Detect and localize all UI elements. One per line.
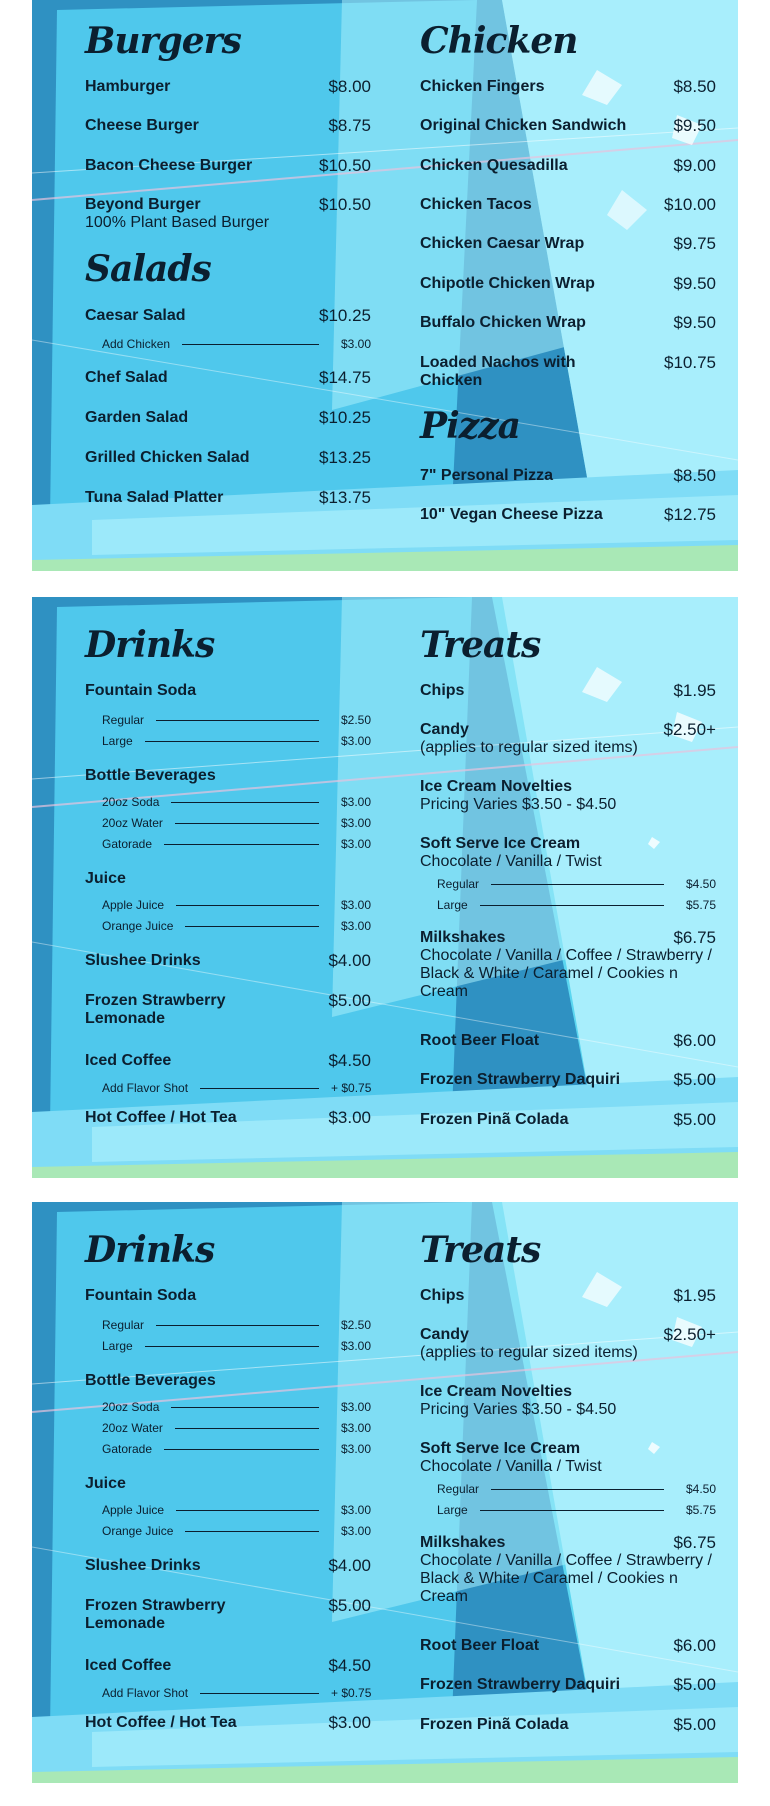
item-option bbox=[102, 898, 371, 912]
item-option bbox=[102, 1081, 371, 1095]
option-name: Apple Juice bbox=[102, 1503, 165, 1517]
item-price: $4.00 bbox=[328, 951, 371, 970]
item-name: Slushee Drinks bbox=[85, 1557, 201, 1574]
item-price: $5.00 bbox=[328, 991, 371, 1010]
option-price: $3.00 bbox=[340, 816, 371, 830]
item-name: 10" Vegan Cheese Pizza bbox=[420, 506, 603, 523]
leader-line bbox=[200, 1088, 319, 1089]
item-option bbox=[102, 1318, 371, 1332]
item-price: $1.95 bbox=[673, 1286, 716, 1305]
menu-item bbox=[85, 1714, 371, 1732]
section-heading-chicken: Chicken bbox=[420, 20, 578, 62]
item-name: Loaded Nachos with Chicken bbox=[420, 354, 576, 389]
item-price: $10.00 bbox=[664, 195, 716, 214]
leader-line bbox=[156, 1325, 319, 1326]
item-name: Hamburger bbox=[85, 78, 171, 95]
item-price: $12.75 bbox=[664, 505, 716, 524]
menu-item bbox=[420, 354, 716, 390]
menu-item bbox=[85, 682, 371, 700]
menu-item bbox=[420, 1716, 716, 1734]
item-name: Frozen Pinã Colada bbox=[420, 1111, 569, 1128]
menu-item bbox=[85, 157, 371, 175]
item-price: $8.00 bbox=[328, 77, 371, 96]
menu-item bbox=[420, 1440, 716, 1476]
menu-item bbox=[85, 1557, 371, 1575]
item-name: Candy bbox=[420, 721, 469, 738]
menu-board-food bbox=[32, 0, 738, 571]
item-price: $9.00 bbox=[673, 156, 716, 175]
option-price: $3.00 bbox=[340, 898, 371, 912]
menu-item bbox=[420, 157, 716, 175]
option-name: 20oz Soda bbox=[102, 1400, 160, 1414]
menu-item bbox=[85, 1657, 371, 1675]
item-price: $9.50 bbox=[673, 116, 716, 135]
item-name: Bacon Cheese Burger bbox=[85, 157, 253, 174]
leader-line bbox=[480, 1510, 664, 1511]
item-option bbox=[102, 795, 371, 809]
item-description: Chocolate / Vanilla / Twist bbox=[420, 1458, 602, 1475]
section-heading-treats: Treats bbox=[420, 1229, 541, 1271]
menu-item bbox=[420, 275, 716, 293]
section-heading-drinks: Drinks bbox=[85, 624, 215, 666]
item-option bbox=[102, 1524, 371, 1538]
menu-item bbox=[85, 1475, 371, 1493]
menu-item bbox=[85, 1372, 371, 1390]
leader-line bbox=[185, 1531, 319, 1532]
menu-item bbox=[420, 235, 716, 253]
option-name: Regular bbox=[102, 1318, 145, 1332]
item-name: Chicken Tacos bbox=[420, 196, 532, 213]
item-name: Buffalo Chicken Wrap bbox=[420, 314, 586, 331]
item-price: $4.50 bbox=[328, 1656, 371, 1675]
item-option bbox=[102, 734, 371, 748]
option-name: Large bbox=[102, 734, 133, 748]
option-name: Add Flavor Shot bbox=[102, 1686, 189, 1700]
item-name: Caesar Salad bbox=[85, 307, 186, 324]
item-description: Pricing Varies $3.50 - $4.50 bbox=[420, 1401, 617, 1418]
item-name: Hot Coffee / Hot Tea bbox=[85, 1109, 237, 1126]
option-price: $3.00 bbox=[340, 1400, 371, 1414]
item-option bbox=[102, 337, 371, 351]
item-name: Frozen Strawberry Daquiri bbox=[420, 1071, 621, 1088]
option-name: Large bbox=[437, 1503, 468, 1517]
leader-line bbox=[175, 1428, 319, 1429]
menu-item bbox=[420, 778, 716, 814]
item-option bbox=[102, 816, 371, 830]
item-name: Chipotle Chicken Wrap bbox=[420, 275, 595, 292]
menu-item bbox=[85, 196, 371, 232]
item-price: $9.75 bbox=[673, 234, 716, 253]
leader-line bbox=[145, 1346, 319, 1347]
menu-item bbox=[85, 117, 371, 135]
menu-item bbox=[420, 1383, 716, 1419]
menu-item bbox=[85, 449, 371, 467]
option-name: Regular bbox=[102, 713, 145, 727]
item-name: Bottle Beverages bbox=[85, 1372, 216, 1389]
leader-line bbox=[145, 741, 319, 742]
option-price: $4.50 bbox=[685, 877, 716, 891]
menu-item bbox=[420, 1032, 716, 1050]
menu-item bbox=[420, 1534, 716, 1606]
item-price: $1.95 bbox=[673, 681, 716, 700]
item-price: $3.00 bbox=[328, 1713, 371, 1732]
item-name: Beyond Burger bbox=[85, 196, 201, 213]
item-name: Juice bbox=[85, 1475, 126, 1492]
item-option bbox=[437, 1503, 716, 1517]
item-price: $10.50 bbox=[319, 156, 371, 175]
option-price: $5.75 bbox=[685, 1503, 716, 1517]
item-name: 7" Personal Pizza bbox=[420, 467, 553, 484]
item-name: Soft Serve Ice Cream bbox=[420, 1440, 581, 1457]
menu-item bbox=[85, 78, 371, 96]
item-description: Chocolate / Vanilla / Coffee / Strawberry / Black & White / Caramel / Cookies n Cream bbox=[420, 947, 712, 1000]
option-name: 20oz Water bbox=[102, 816, 163, 830]
section-heading-salads: Salads bbox=[85, 248, 211, 290]
option-price: + $0.75 bbox=[331, 1081, 372, 1095]
item-price: $4.50 bbox=[328, 1051, 371, 1070]
item-price: $5.00 bbox=[673, 1070, 716, 1089]
item-option bbox=[102, 1442, 371, 1456]
item-name: Root Beer Float bbox=[420, 1637, 540, 1654]
menu-item bbox=[85, 1287, 371, 1305]
leader-line bbox=[480, 905, 664, 906]
option-price: $4.50 bbox=[685, 1482, 716, 1496]
option-name: Add Chicken bbox=[102, 337, 171, 351]
option-name: Orange Juice bbox=[102, 919, 174, 933]
leader-line bbox=[164, 1449, 319, 1450]
item-description: Chocolate / Vanilla / Coffee / Strawberry / Black & White / Caramel / Cookies n Cream bbox=[420, 1552, 712, 1605]
item-name: Frozen Strawberry Lemonade bbox=[85, 1597, 226, 1632]
item-description: (applies to regular sized items) bbox=[420, 739, 638, 756]
item-name: Garden Salad bbox=[85, 409, 189, 426]
item-price: $14.75 bbox=[319, 368, 371, 387]
menu-item bbox=[420, 196, 716, 214]
option-price: $3.00 bbox=[340, 919, 371, 933]
item-option bbox=[102, 713, 371, 727]
menu-item bbox=[420, 682, 716, 700]
menu-item bbox=[85, 489, 371, 507]
item-name: Milkshakes bbox=[420, 1534, 506, 1551]
item-price: $6.75 bbox=[673, 928, 716, 947]
option-price: $2.50 bbox=[340, 1318, 371, 1332]
item-name: Iced Coffee bbox=[85, 1657, 172, 1674]
menu-board-drinks-treats bbox=[32, 1202, 738, 1783]
item-name: Grilled Chicken Salad bbox=[85, 449, 250, 466]
option-name: Gatorade bbox=[102, 837, 153, 851]
option-name: Apple Juice bbox=[102, 898, 165, 912]
item-name: Fountain Soda bbox=[85, 1287, 197, 1304]
menu-item bbox=[85, 409, 371, 427]
item-name: Milkshakes bbox=[420, 929, 506, 946]
item-option bbox=[102, 837, 371, 851]
item-price: $8.75 bbox=[328, 116, 371, 135]
item-description: Pricing Varies $3.50 - $4.50 bbox=[420, 796, 617, 813]
leader-line bbox=[171, 802, 319, 803]
option-price: $3.00 bbox=[340, 1442, 371, 1456]
option-name: Add Flavor Shot bbox=[102, 1081, 189, 1095]
leader-line bbox=[175, 823, 319, 824]
item-option bbox=[437, 877, 716, 891]
item-description: (applies to regular sized items) bbox=[420, 1344, 638, 1361]
item-name: Candy bbox=[420, 1326, 469, 1343]
menu-item bbox=[85, 1109, 371, 1127]
option-name: Large bbox=[102, 1339, 133, 1353]
item-option bbox=[437, 1482, 716, 1496]
leader-line bbox=[156, 720, 319, 721]
menu-item bbox=[420, 1676, 716, 1694]
section-heading-burgers: Burgers bbox=[85, 20, 241, 62]
item-option bbox=[437, 898, 716, 912]
menu-item bbox=[420, 835, 716, 871]
menu-item bbox=[85, 307, 371, 325]
item-name: Chips bbox=[420, 1287, 465, 1304]
option-price: $3.00 bbox=[340, 795, 371, 809]
item-description: 100% Plant Based Burger bbox=[85, 214, 270, 231]
option-price: $3.00 bbox=[340, 837, 371, 851]
item-option bbox=[102, 1400, 371, 1414]
item-price: $6.00 bbox=[673, 1031, 716, 1050]
item-name: Fountain Soda bbox=[85, 682, 197, 699]
item-name: Chicken Fingers bbox=[420, 78, 545, 95]
item-name: Root Beer Float bbox=[420, 1032, 540, 1049]
item-price: $9.50 bbox=[673, 274, 716, 293]
option-name: 20oz Water bbox=[102, 1421, 163, 1435]
item-price: $5.00 bbox=[673, 1110, 716, 1129]
item-price: $3.00 bbox=[328, 1108, 371, 1127]
item-name: Chicken Quesadilla bbox=[420, 157, 568, 174]
item-price: $4.00 bbox=[328, 1556, 371, 1575]
item-name: Hot Coffee / Hot Tea bbox=[85, 1714, 237, 1731]
menu-board-drinks-treats bbox=[32, 597, 738, 1178]
item-name: Cheese Burger bbox=[85, 117, 199, 134]
item-name: Bottle Beverages bbox=[85, 767, 216, 784]
option-price: $3.00 bbox=[340, 734, 371, 748]
menu-item bbox=[420, 1637, 716, 1655]
item-price: $2.50+ bbox=[663, 1325, 716, 1344]
item-price: $6.00 bbox=[673, 1636, 716, 1655]
item-price: $6.75 bbox=[673, 1533, 716, 1552]
item-price: $13.75 bbox=[319, 488, 371, 507]
item-price: $10.50 bbox=[319, 195, 371, 214]
item-name: Ice Cream Novelties bbox=[420, 778, 573, 795]
menu-item bbox=[420, 1287, 716, 1305]
leader-line bbox=[171, 1407, 319, 1408]
item-price: $13.25 bbox=[319, 448, 371, 467]
item-price: $5.00 bbox=[328, 1596, 371, 1615]
item-option bbox=[102, 919, 371, 933]
item-name: Soft Serve Ice Cream bbox=[420, 835, 581, 852]
option-price: $3.00 bbox=[340, 1524, 371, 1538]
option-name: Gatorade bbox=[102, 1442, 153, 1456]
option-price: $2.50 bbox=[340, 713, 371, 727]
item-price: $10.25 bbox=[319, 306, 371, 325]
menu-item bbox=[85, 870, 371, 888]
option-price: + $0.75 bbox=[331, 1686, 372, 1700]
option-price: $3.00 bbox=[340, 337, 371, 351]
menu-item bbox=[420, 506, 716, 524]
menu-item bbox=[420, 467, 716, 485]
item-name: Iced Coffee bbox=[85, 1052, 172, 1069]
menu-item bbox=[420, 1071, 716, 1089]
leader-line bbox=[164, 844, 319, 845]
item-name: Frozen Pinã Colada bbox=[420, 1716, 569, 1733]
item-name: Chips bbox=[420, 682, 465, 699]
menu-item bbox=[85, 992, 371, 1028]
item-option bbox=[102, 1339, 371, 1353]
menu-item bbox=[85, 1597, 371, 1633]
option-name: Regular bbox=[437, 1482, 480, 1496]
menu-item bbox=[420, 78, 716, 96]
item-name: Juice bbox=[85, 870, 126, 887]
item-price: $5.00 bbox=[673, 1715, 716, 1734]
item-name: Chef Salad bbox=[85, 369, 168, 386]
item-price: $8.50 bbox=[673, 466, 716, 485]
option-price: $3.00 bbox=[340, 1503, 371, 1517]
menu-item bbox=[420, 1326, 716, 1362]
option-price: $3.00 bbox=[340, 1421, 371, 1435]
menu-item bbox=[85, 1052, 371, 1070]
item-name: Ice Cream Novelties bbox=[420, 1383, 573, 1400]
item-price: $8.50 bbox=[673, 77, 716, 96]
item-price: $2.50+ bbox=[663, 720, 716, 739]
item-option bbox=[102, 1503, 371, 1517]
item-option bbox=[102, 1686, 371, 1700]
item-name: Slushee Drinks bbox=[85, 952, 201, 969]
menu-item bbox=[420, 117, 716, 135]
item-price: $5.00 bbox=[673, 1675, 716, 1694]
option-price: $3.00 bbox=[340, 1339, 371, 1353]
item-name: Frozen Strawberry Lemonade bbox=[85, 992, 226, 1027]
item-name: Tuna Salad Platter bbox=[85, 489, 224, 506]
menu-item bbox=[420, 721, 716, 757]
leader-line bbox=[491, 1489, 664, 1490]
option-name: Orange Juice bbox=[102, 1524, 174, 1538]
leader-line bbox=[176, 905, 319, 906]
section-heading-pizza: Pizza bbox=[420, 405, 520, 447]
item-price: $9.50 bbox=[673, 313, 716, 332]
option-name: Regular bbox=[437, 877, 480, 891]
leader-line bbox=[491, 884, 664, 885]
leader-line bbox=[182, 344, 319, 345]
leader-line bbox=[185, 926, 319, 927]
item-name: Chicken Caesar Wrap bbox=[420, 235, 585, 252]
item-name: Original Chicken Sandwich bbox=[420, 117, 627, 134]
item-price: $10.75 bbox=[664, 353, 716, 372]
item-option bbox=[102, 1421, 371, 1435]
leader-line bbox=[200, 1693, 319, 1694]
option-name: 20oz Soda bbox=[102, 795, 160, 809]
item-price: $10.25 bbox=[319, 408, 371, 427]
menu-item bbox=[85, 767, 371, 785]
leader-line bbox=[176, 1510, 319, 1511]
menu-item bbox=[420, 314, 716, 332]
option-name: Large bbox=[437, 898, 468, 912]
menu-item bbox=[420, 929, 716, 1001]
menu-item bbox=[420, 1111, 716, 1129]
item-name: Frozen Strawberry Daquiri bbox=[420, 1676, 621, 1693]
section-heading-treats: Treats bbox=[420, 624, 541, 666]
option-price: $5.75 bbox=[685, 898, 716, 912]
menu-item bbox=[85, 952, 371, 970]
item-description: Chocolate / Vanilla / Twist bbox=[420, 853, 602, 870]
section-heading-drinks: Drinks bbox=[85, 1229, 215, 1271]
menu-item bbox=[85, 369, 371, 387]
